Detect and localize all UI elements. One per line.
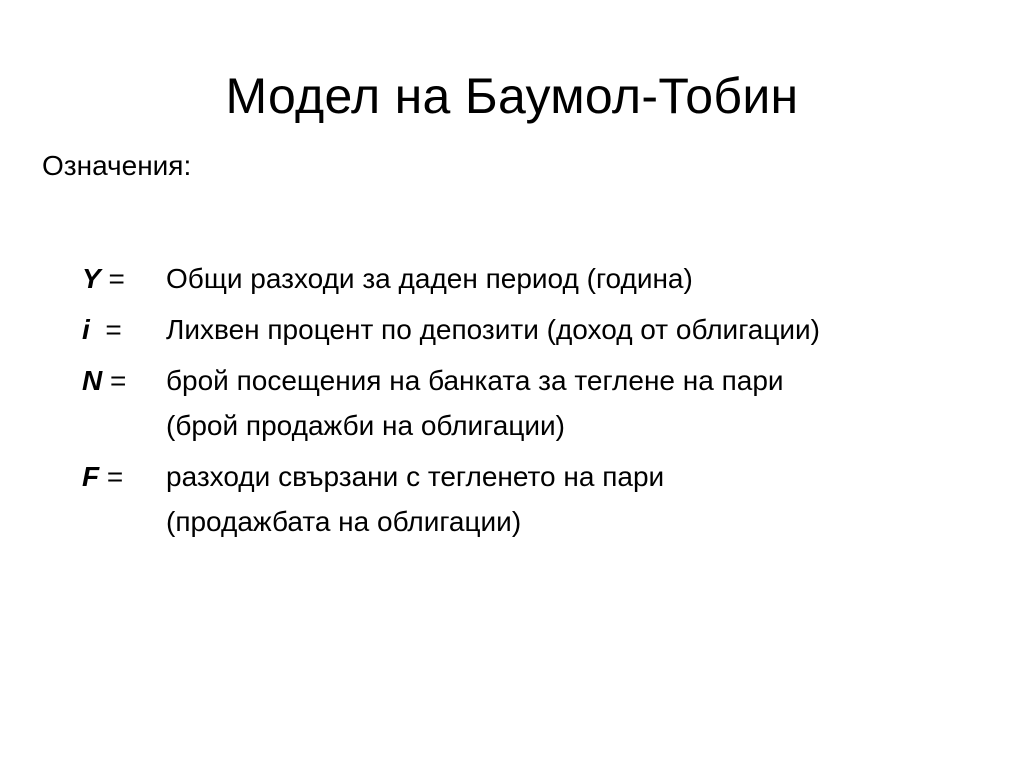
notation-heading: Означения: bbox=[42, 150, 192, 181]
definition-text bbox=[166, 454, 982, 544]
definition-line: (продажбата на облигации) bbox=[166, 506, 522, 537]
definition-text bbox=[166, 358, 982, 448]
variable-symbol: N bbox=[82, 365, 103, 396]
equals-sign: = bbox=[89, 314, 122, 345]
definition-n bbox=[82, 358, 982, 448]
definition-y bbox=[82, 256, 982, 301]
definition-i bbox=[82, 307, 982, 352]
definition-line: (брой продажби на облигации) bbox=[166, 410, 565, 441]
equals-sign: = bbox=[99, 461, 124, 492]
variable-symbol: i bbox=[82, 314, 90, 345]
definitions-list bbox=[82, 256, 982, 544]
variable-symbol: Y bbox=[82, 263, 101, 294]
definition-term bbox=[82, 307, 166, 352]
definition-term bbox=[82, 256, 166, 301]
definition-term bbox=[82, 358, 166, 448]
definition-term bbox=[82, 454, 166, 544]
definition-text bbox=[166, 256, 982, 301]
slide-title: Модел на Баумол-Тобин bbox=[225, 68, 799, 124]
definition-line: разходи свързани с тегленето на пари bbox=[166, 461, 665, 492]
definition-line: Общи разходи за даден период (година) bbox=[166, 263, 693, 294]
definition-line: Лихвен процент по депозити (доход от облигации) bbox=[166, 314, 821, 345]
definition-f bbox=[82, 454, 982, 544]
equals-sign: = bbox=[102, 365, 127, 396]
definition-text bbox=[166, 307, 982, 352]
variable-symbol: F bbox=[82, 461, 100, 492]
equals-sign: = bbox=[100, 263, 125, 294]
definition-line: брой посещения на банката за теглене на пари bbox=[166, 365, 784, 396]
